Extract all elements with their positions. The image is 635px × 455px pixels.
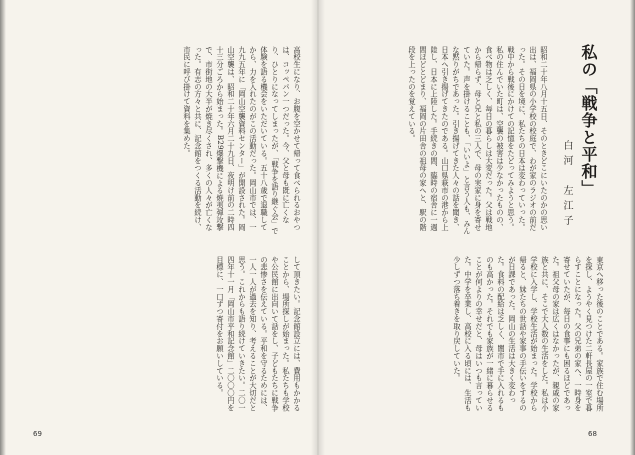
right-page-edge bbox=[630, 0, 635, 455]
left-page bbox=[0, 0, 317, 455]
left-page-number: 69 bbox=[33, 430, 42, 438]
right-page-upper-text: 昭和二十年八月十五日、そのときどこにいたのかの思い出は、福岡県の小学校の校庭で、わが家のラジオの前だった。その日を境に、私たちの日本は変わっていった。戦中から戦後にかけての記憶をたどってみようと思う。私の住んでいた町は、空襲の被害は少なかったものの、食べ物は乏しく、毎日の暮らしは大変だった。父は戦地から帰らず、母と兄と私の三人で、母の実家に身を寄せていた。声を掛けることも、「いいよ」と言う人も、みんな黙りがちであった。引き揚げてきた人々の話を聞き、日本へ引き揚げてきたのである。山口県萩市の港から上陸し、日本に上陸した。手続きの間、臨時の宿舎に一週間ほどとどまり、福岡の片田舎の祖母の家へと、駅の階段を上ったのを覚えている。 bbox=[408, 46, 549, 235]
left-page-edge bbox=[0, 0, 6, 455]
right-page-number: 68 bbox=[588, 430, 597, 438]
left-page-lower-text: して頂きたい。記念館設立には、費用もかかることから、場所探しが始まった。私たちも学校や公民館に出向いて話をし、子どもたちに戦争の悲惨さを伝えている。平和を守るためには、一人一人が過去を知り、考えることが大切だと思う。これからも語り続けていきたい。二〇一四年十一月「岡山市平和記念館」二〇〇〇円を目標に、一口ずつ寄付をお願いしている。 bbox=[216, 256, 302, 412]
right-page bbox=[318, 0, 635, 455]
essay-title: 私の「戦争と平和」 bbox=[579, 44, 598, 197]
left-page-upper-text: 高校生になり、お腹を空かせて帰って食べられるおやつは、コッペパン一つだった。今、父と母も既に亡くなり、ひとりになってしまったが、「戦争を語り継ぐ会」で体験を語る機会をいただいている。五十八歳で退職してから、力を入れたのがこの活動だった。岡山市では、一九九五年に「岡山空襲資料センター」が開設された。岡山空襲は、昭和二十年六月二十九日、夜明け前の二時四十三分ごろから始まった。B29爆撃機による焼夷弾攻撃で、市街地の大半が焼き尽くされ、多くの人々が亡くなった。有志の方々と共に、記念館をつくる活動を続け、市民に呼び掛けて資料を集めた。 bbox=[183, 46, 302, 235]
right-page-lower-text: 東京へ移った後のことである。家族で住む場所を探し、ようやく見つけた二軒長屋の一室で暮らすことになった。父の兄弟の家へ、一時身を寄せていたが、毎日の食事にも困るほどであった。祖父母の家は広くはなかったが、親戚の家族と共に、そこで大人数の生活をした。私は小学校に入学し、学校生活が始まった。学校から帰ると、妹たちの世話や家事の手伝いをするのが日課であった。岡山の生活は大きく変わった。食料の配給は乏しく、闇市で手に入れるものも高かった。それでも家族が一緒に暮らせることが何よりの幸せだと、母はいつも言っていた。中学を卒業し、高校に入る頃には、生活も少しずつ落ち着きを取り戻していた。 bbox=[453, 256, 605, 412]
essay-author: 白河 左江子 bbox=[561, 140, 572, 230]
book-gutter bbox=[311, 0, 325, 455]
